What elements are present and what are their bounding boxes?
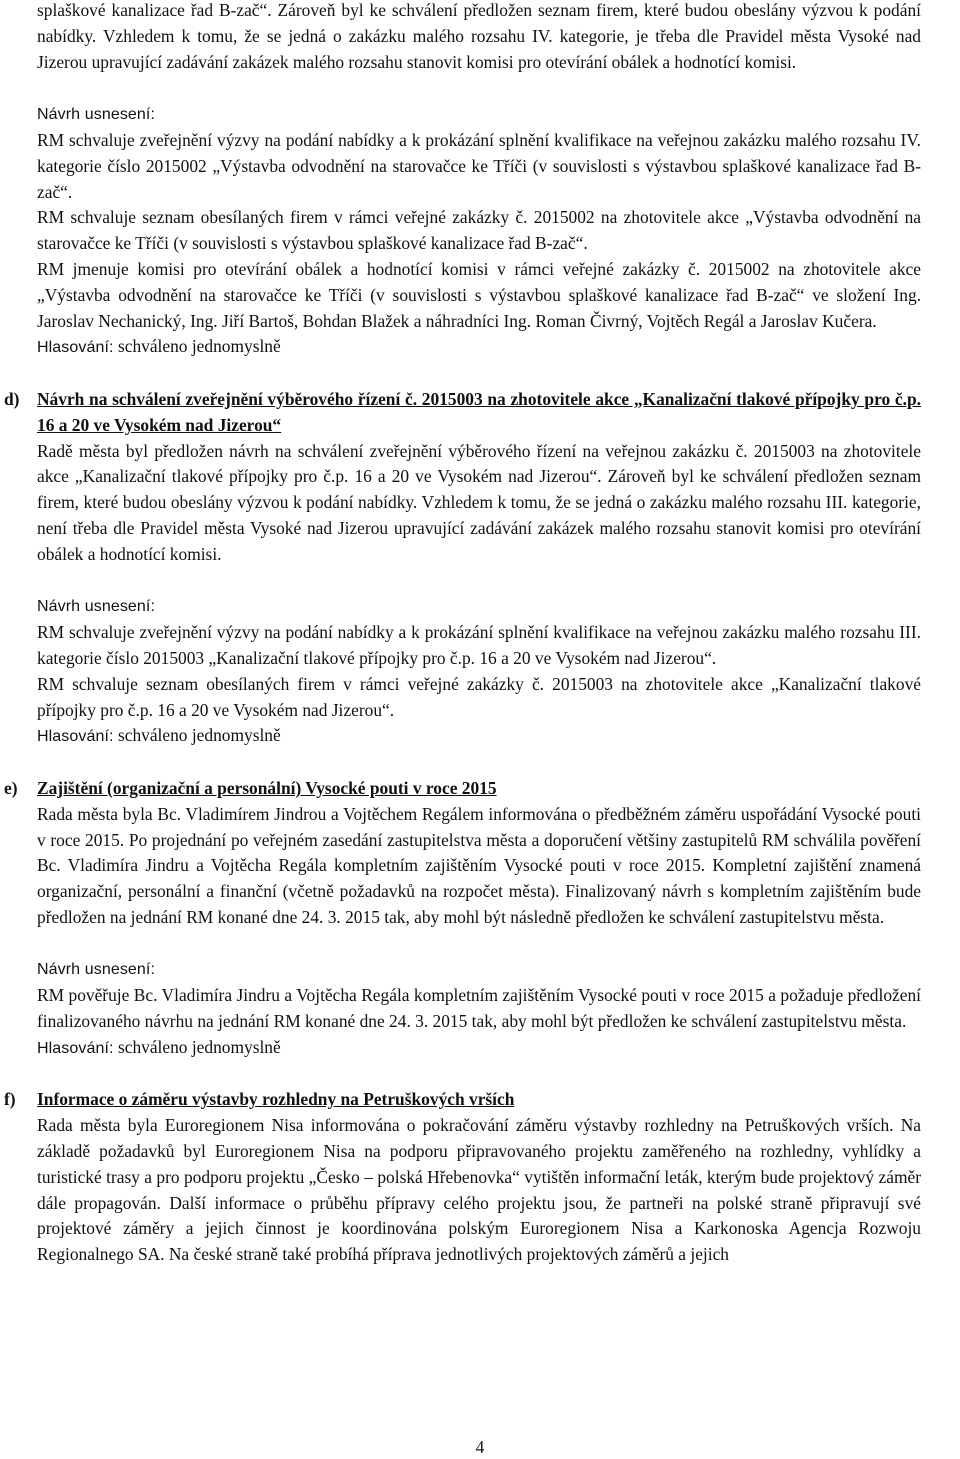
resolution-text-1: RM pověřuje Bc. Vladimíra Jindru a Vojtěcha Regála kompletním zajištěním Vysocké pouti v roce 2015 a požaduje předložení finalizovaného návrhu na jednání RM konané dne 24. 3. 2015 tak, aby mohl být předložen ke schválení zastupitelstvu města. bbox=[37, 985, 921, 1032]
resolution-text-3: RM jmenuje komisi pro otevírání obálek a hodnotící komisi v rámci veřejné zakázky č. 2015002 na zhotovitele akce „Výstavba odvodnění na starovačce ke Tříči (v souvislosti s výstavbou splaškové kanalizace řad B-zač“ ve složení Ing. Jaroslav Nechanický, Ing. Jiří Bartoš, Bohdan Blažek a náhradníci Ing. Roman Čivrný, Vojtěch Regál a Jaroslav Kučera. bbox=[37, 258, 921, 331]
resolution-label: Návrh usnesení: bbox=[37, 106, 156, 124]
item-body: Rada města byla Euroregionem Nisa informována o pokračování záměru výstavby rozhledny na Petruškových vrších. Na základě požadavků byl Euroregionem Nisa na podporu připravovaného projektu zaměřeného na rozhledny, vyhlídky a turistické trasy a pro podporu projektu „Česko – polská Hřebenovka“ vytištěn informační leták, kterým bude projektový záměr dále propagován. Další informace o průběhu přípravy celého projektu jsou, že partneři na polské straně připravují své projektové záměry a jejich činnost je koordinována polským Euroregionem Nisa a Karkonoska Agencja Rozwoju Regionalnego SA. Na české straně také probíhá příprava jednotlivých projektových záměrů a jejich bbox=[37, 1115, 921, 1265]
document-page bbox=[4, 0, 921, 1268]
item-title: Informace o záměru výstavby rozhledny na Petruškových vrších bbox=[37, 1089, 515, 1110]
page-number: 4 bbox=[475, 1437, 485, 1457]
item-letter: e) bbox=[4, 777, 18, 798]
item-letter: f) bbox=[4, 1089, 16, 1110]
vote-line: Hlasování: schváleno jednomyslně bbox=[37, 725, 281, 746]
vote-line: Hlasování: schváleno jednomyslně bbox=[37, 1036, 281, 1057]
resolution-label: Návrh usnesení: bbox=[37, 961, 156, 979]
agenda-item-e bbox=[4, 776, 921, 1062]
item-letter: d) bbox=[4, 388, 20, 409]
item-body: Rada města byla Bc. Vladimírem Jindrou a Vojtěchem Regálem informována o předběžném záměru uspořádání Vysocké pouti v roce 2015. Po projednání po veřejném zasedání zastupitelstva města a doporučení většiny zastupitelů RM schválila pověření Bc. Vladimíra Jindru a Vojtěcha Regála kompletním zajištěním Vysocké pouti v roce 2015. Kompletní zajištění znamená organizační, personální a finanční (včetně požadavků na rozpočet města). Finalizovaný návrh s kompletním zajištěním bude předložen na jednání RM konané dne 24. 3. 2015 tak, aby mohl být následně předložen ke schválení zastupitelstvu města. bbox=[37, 803, 921, 927]
spacer bbox=[37, 931, 921, 957]
vote-line: Hlasování: schváleno jednomyslně bbox=[37, 336, 281, 357]
item-title: Návrh na schválení zveřejnění výběrového řízení č. 2015003 na zhotovitele akce „Kanalizační tlakové přípojky pro č.p. 16 a 20 ve Vysokém nad Jizerou“ bbox=[37, 388, 921, 435]
resolution-text-1: RM schvaluje zveřejnění výzvy na podání nabídky a k prokázání splnění kvalifikace na veřejnou zakázku malého rozsahu III. kategorie číslo 2015003 „Kanalizační tlakové přípojky pro č.p. 16 a 20 ve Vysokém nad Jizerou“. bbox=[37, 622, 921, 668]
resolution-text-1: RM schvaluje zveřejnění výzvy na podání nabídky a k prokázání splnění kvalifikace na veřejnou zakázku malého rozsahu IV. kategorie číslo 2015002 „Výstavba odvodnění na starovačce ke Tříči (v souvislosti s výstavbou splaškové kanalizace řad B-zač“. bbox=[37, 129, 921, 202]
agenda-item-d bbox=[4, 387, 921, 750]
intro-paragraph: splaškové kanalizace řad B-zač“. Zároveň byl ke schválení předložen seznam firem, které budou obeslány výzvou k podání nabídky. Vzhledem k tomu, že se jedná o zakázku malého rozsahu IV. kategorie, je třeba dle Pravidel města Vysoké nad Jizerou upravující zadávání zakázek malého rozsahu stanovit komisi pro otevírání obálek a hodnotící komisi. bbox=[37, 0, 921, 72]
spacer bbox=[37, 361, 921, 387]
resolution-label: Návrh usnesení: bbox=[37, 598, 156, 616]
spacer bbox=[37, 1062, 921, 1088]
agenda-item-f bbox=[4, 1087, 921, 1268]
resolution-text-2: RM schvaluje seznam obesílaných firem v rámci veřejné zakázky č. 2015003 na zhotovitele akce „Kanalizační tlakové přípojky pro č.p. 16 a 20 ve Vysokém nad Jizerou“. bbox=[37, 673, 921, 720]
resolution-text-2: RM schvaluje seznam obesílaných firem v rámci veřejné zakázky č. 2015002 na zhotovitele akce „Výstavba odvodnění na starovačce ke Tříči (v souvislosti s výstavbou splaškové kanalizace řad B-zač“. bbox=[37, 207, 921, 254]
item-body: Radě města byl předložen návrh na schválení zveřejnění výběrového řízení na veřejnou zakázku č. 2015003 na zhotovitele akce „Kanalizační tlakové přípojky pro č.p. 16 a 20 ve Vysokém nad Jizerou“. Zároveň byl ke schválení předložen seznam firem, které budou obeslány výzvou k podání nabídky. Vzhledem k tomu, že se jedná o zakázku malého rozsahu III. kategorie, není třeba dle Pravidel města Vysoké nad Jizerou upravující zadávání zakázek malého rozsahu stanovit komisi pro otevírání obálek a hodnotící komisi. bbox=[37, 440, 921, 564]
spacer bbox=[37, 568, 921, 594]
spacer bbox=[37, 750, 921, 776]
spacer bbox=[37, 75, 921, 101]
item-title: Zajištění (organizační a personální) Vysocké pouti v roce 2015 bbox=[37, 777, 497, 798]
